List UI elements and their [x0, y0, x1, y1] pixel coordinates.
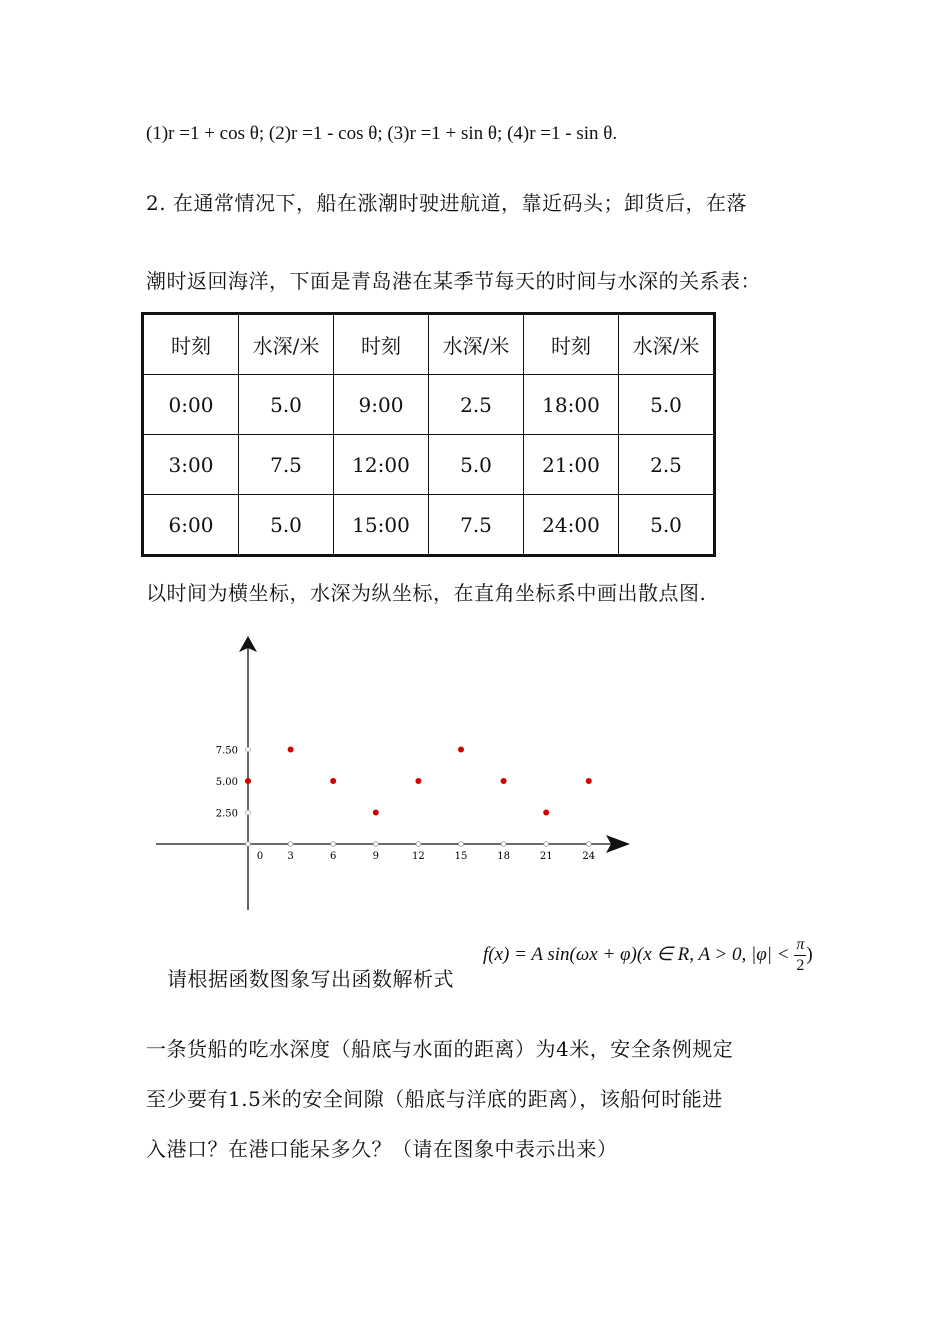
table-header-cell: 时刻 [524, 314, 619, 375]
x-tick-label: 3 [287, 851, 294, 862]
table-cell: 24:00 [524, 495, 619, 556]
table-header-row [143, 314, 715, 375]
problem-2-line-2: 潮时返回海洋，下面是青岛港在某季节每天的时间与水深的关系表： [146, 269, 761, 293]
table-cell: 0:00 [143, 375, 239, 435]
data-point [288, 747, 294, 753]
formula-main: f(x) = A sin(ωx + φ)(x ∈ R, A > 0, |φ| < [483, 943, 790, 965]
y-tick-label: 5.00 [215, 777, 238, 788]
x-tick-mark [288, 842, 293, 847]
question-line-1: 一条货船的吃水深度（船底与水面的距离）为4米，安全条例规定 [146, 1037, 734, 1061]
table-cell: 12:00 [334, 435, 429, 495]
x-tick-mark [459, 842, 464, 847]
x-tick-mark [416, 842, 421, 847]
x-tick-mark [586, 842, 591, 847]
table-header-cell: 时刻 [334, 314, 429, 375]
y-tick-mark [246, 810, 251, 815]
x-tick-label: 21 [539, 851, 553, 862]
x-tick-label: 0 [256, 851, 264, 862]
table-header-cell: 水深/米 [619, 314, 715, 375]
x-tick-label: 15 [454, 851, 468, 862]
pi-over-two [794, 935, 806, 976]
table-row [143, 435, 715, 495]
y-tick-label: 7.50 [215, 745, 238, 757]
frac-denominator: 2 [796, 957, 805, 974]
scatter-caption: 以时间为横坐标，水深为纵坐标，在直角坐标系中画出散点图. [146, 581, 707, 605]
table-cell: 5.0 [619, 375, 715, 435]
question-line-2: 至少要有1.5米的安全间隙（船底与洋底的距离），该船何时能进 [146, 1087, 723, 1111]
table-cell: 5.0 [239, 495, 334, 556]
frac-numerator: π [794, 935, 806, 956]
table-cell: 5.0 [429, 435, 524, 495]
data-point [245, 778, 251, 784]
table-header-cell: 时刻 [143, 314, 239, 375]
y-tick-mark [246, 747, 251, 752]
scatter-chart [140, 628, 640, 918]
table-cell: 7.5 [239, 435, 334, 495]
table-cell: 21:00 [524, 435, 619, 495]
x-tick-mark [544, 842, 549, 847]
x-tick-label: 12 [412, 851, 425, 862]
table-cell: 18:00 [524, 375, 619, 435]
table-cell: 15:00 [334, 495, 429, 556]
data-point [330, 778, 336, 784]
x-tick-label: 24 [582, 851, 596, 862]
data-point [458, 747, 464, 753]
table-cell: 2.5 [619, 435, 715, 495]
table-cell: 9:00 [334, 375, 429, 435]
table-cell: 2.5 [429, 375, 524, 435]
question-line-3: 入港口？在港口能呆多久？（请在图象中表示出来） [146, 1137, 618, 1161]
y-tick-label: 2.50 [215, 808, 238, 820]
table-cell: 5.0 [239, 375, 334, 435]
x-tick-mark [331, 842, 336, 847]
table-cell: 3:00 [143, 435, 239, 495]
table-header-cell: 水深/米 [429, 314, 524, 375]
polar-equations: (1)r =1 + cos θ; (2)r =1 - cos θ; (3)r =1 + sin θ; (4)r =1 - sin θ. [146, 123, 618, 144]
table-row [143, 495, 715, 556]
x-tick-label: 18 [497, 851, 510, 862]
x-tick-label: 9 [372, 851, 379, 862]
data-point [373, 810, 379, 816]
table-cell: 5.0 [619, 495, 715, 556]
tide-table [141, 312, 716, 557]
formula-close: ) [806, 943, 813, 965]
x-tick-mark [373, 842, 378, 847]
function-formula [483, 935, 813, 976]
data-point [543, 810, 549, 816]
data-point [415, 778, 421, 784]
problem-2-line-1: 2. 在通常情况下，船在涨潮时驶进航道，靠近码头；卸货后，在落 [146, 191, 747, 215]
data-point [501, 778, 507, 784]
x-tick-mark [501, 842, 506, 847]
table-row [143, 375, 715, 435]
function-prompt: 请根据函数图象写出函数解析式 [167, 967, 454, 991]
table-cell: 6:00 [143, 495, 239, 556]
x-tick-mark [246, 842, 251, 847]
table-cell: 7.5 [429, 495, 524, 556]
data-point [586, 778, 592, 784]
table-header-cell: 水深/米 [239, 314, 334, 375]
x-tick-label: 6 [330, 851, 337, 862]
